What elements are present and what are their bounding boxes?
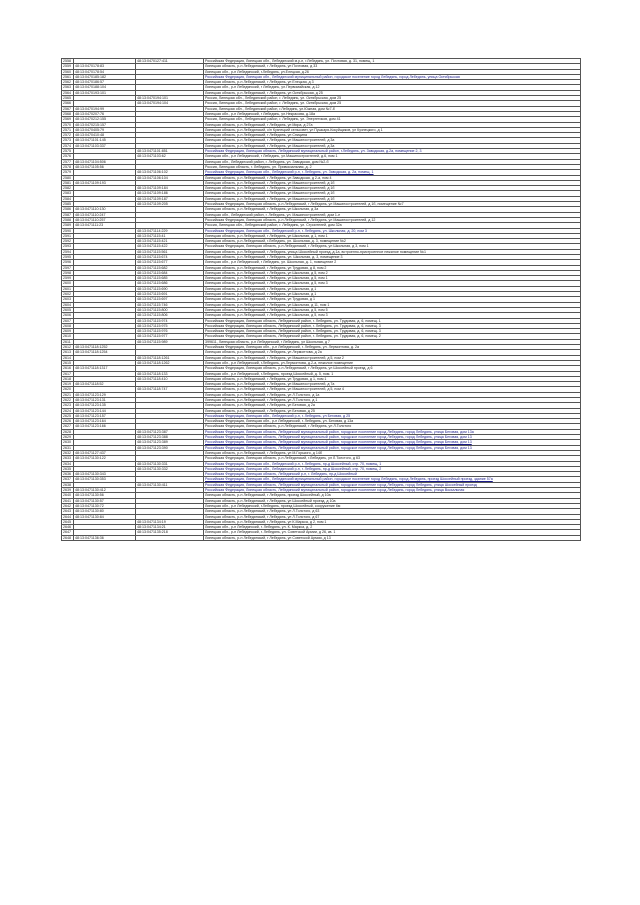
cadastral-alt-cell: 48:13:0471109:205 <box>136 202 204 207</box>
row-number-cell: 2574 <box>62 143 74 148</box>
row-number-cell: 2565 <box>62 96 74 101</box>
row-number-cell: 2644 <box>62 514 74 519</box>
row-number-cell: 2616 <box>62 366 74 371</box>
row-number-cell: 2583 <box>62 191 74 196</box>
address-cell: Российская Федерация, Липецкая область, р-н Лебедянский, г Лебедянь, ул Машиностроителей, д 12 <box>204 217 581 222</box>
address-cell: Российская Федерация, Липецкая область, Лебедянский район, г. Лебедянь, ул. Трудовая, д. 6, помещ. 3 <box>204 323 581 328</box>
address-cell: Российская Федерация, Липецкая область, Лебедянский район, г. Лебедянь, ул. Трудовая, д. 6, помещ. 3 <box>204 329 581 334</box>
address-cell: Липецкая область, р-н Лебедянский, г Лебедянь, ул Лермонтова, д 2а <box>204 350 581 355</box>
row-number-cell: 2643 <box>62 509 74 514</box>
address-cell: Липецкая область, р-н Лебедянский, г Лебедянь, ул Беговая, д 25 <box>204 408 581 413</box>
cadastral-cell: 48:13:0471118:52 <box>74 382 136 387</box>
address-cell: Российская Федерация, Липецкая обл., Лебедянский р-н, г. Лебедянь, пр-д Шоссейный, стр. 70, помещ. 1 <box>204 461 581 466</box>
cadastral-alt-cell: 48:13:0471130:332 <box>136 466 204 471</box>
row-number-cell: 2632 <box>62 450 74 455</box>
address-cell: Липецкая обл., р-н Лебедянский, г. Лебедянь, ул. Советской Армии, д 26, кв. 1 <box>204 530 581 535</box>
address-cell: Липецкая область, р-н Лебедянский, г Лебедянь, ул Елецкая, д 3 <box>204 80 581 85</box>
address-cell: Российская Федерация, Липецкая область, Лебедянский муниципальный район, городское поселение город Лебедянь, город Лебедянь, улица Беговая, дом 13 <box>204 445 581 450</box>
cadastral-alt-cell: 48:13:0471101:851 <box>136 149 204 154</box>
address-cell: Липецкая область, р-н Лебедянский, г Лебедянь, ул Школьная, д 5, пом 3 <box>204 313 581 318</box>
row-number-cell: 2629 <box>62 435 74 440</box>
cadastral-alt-cell: 48:13:0471118:1261 <box>136 355 204 360</box>
cadastral-alt-cell: 48:13:0470127:411 <box>136 59 204 64</box>
address-cell: Российская Федерация, Липецкая область, р-н Лебедянский, г Лебедянь, ул Л.Толстого <box>204 424 581 429</box>
address-cell: Российская Федерация, Липецкая область, Лебедянский муниципальный район, городское поселение город Лебедянь, город Лебедянь, улица Беговая, дом 13а <box>204 429 581 434</box>
cadastral-alt-cell: 48:13:0471115:674 <box>136 254 204 259</box>
address-cell: 399611, Липецкая область, р-н Лебедянский, г Лебедянь, ул Школьная, д 7 <box>204 339 581 344</box>
cadastral-alt-cell: 48:13:0471134:19 <box>136 519 204 524</box>
row-number-cell: 2566 <box>62 101 74 106</box>
address-cell: Российская Федерация, Липецкая обл., Лебедянский р-н, г. Лебедянь, ул. Заводская, д. 2а, помещ. 1 <box>204 170 581 175</box>
cadastral-cell: 48:13:0471110:247 <box>74 212 136 217</box>
address-cell: Российская Федерация, Липецкая обл., Лебедянский р-н, г. Лебедянь, ул Беговая, д 25 <box>204 413 581 418</box>
address-cell: Российская Федерация, Липецкая обл., Лебедянский р-н, г. Лебедянь, ул. Школьная, д. 20, пом 3 <box>204 228 581 233</box>
row-number-cell: 2568 <box>62 111 74 116</box>
row-number-cell: 2572 <box>62 133 74 138</box>
address-cell: Российская Федерация, Липецкая область, Лебедянский р-н, г. Лебедянь, пр-д Шоссейный <box>204 472 581 477</box>
row-number-cell: 2624 <box>62 408 74 413</box>
row-number-cell: 2588 <box>62 217 74 222</box>
cadastral-cell: 48:13:0470215:157 <box>74 122 136 127</box>
cadastral-cell: 48:13:0471123:131 <box>74 398 136 403</box>
address-cell: Российская Федерация, Липецкая область, р-н Лебедянский, г Лебедянь, ул Машиностроителей, д 1б, помещение №7 <box>204 202 581 207</box>
row-number-cell: 2645 <box>62 519 74 524</box>
address-cell: Липецкая обл., р-н Лебедянский, г Лебедянь, ул. Школьная, д. 1, помещение 2 <box>204 260 581 265</box>
row-number-cell: 2635 <box>62 466 74 471</box>
row-number-cell: 2571 <box>62 127 74 132</box>
address-cell: Липецкая обл., р-н Лебедянский, г.Лебедянь, проезд Шоссейный, сооружение 6м <box>204 503 581 508</box>
address-cell: Липецкая область, р-н Лебедянский, с/п Кузнецкий сельсовет, ул Пушкаря-Кокуйщиков, ул Кузнецкого, д 1 <box>204 127 581 132</box>
address-cell: Липецкая область, р-н Лебедянский, г Лебедянь, ул Школьная, д 1, пом 1 <box>204 233 581 238</box>
address-cell: Российская Федерация, Липецкая область, р-н Лебедянский, г Лебедянь, ул Школьная, д 3, пом 1 <box>204 244 581 249</box>
row-number-cell: 2590 <box>62 228 74 233</box>
row-number-cell: 2573 <box>62 138 74 143</box>
cadastral-alt-cell: 48:13:0471109:187 <box>136 196 204 201</box>
address-cell: Липецкая обл., р-н Лебедянский, г Лебедянь, ул.Некрасова, д.18а <box>204 111 581 116</box>
row-number-cell: 2578 <box>62 164 74 169</box>
row-number-cell: 2598 <box>62 270 74 275</box>
address-cell: Россия, Липецкая обл., Лебедянский район, г. Лебедянь, ул. Октябрьская, дом 25 <box>204 96 581 101</box>
address-cell: Российская Федерация, Липецкая область, р-н Лебедянский, г.Лебедянь, ул Л.Толстого, д 63 <box>204 456 581 461</box>
row-number-cell: 2606 <box>62 313 74 318</box>
address-cell: Липецкая область, р-н Лебедянский, г Лебедянь, ул Трудовая, д 1, пом 1 <box>204 376 581 381</box>
cadastral-alt-cell: 48:13:0471106:104 <box>136 175 204 180</box>
cadastral-cell: 48:13:0471111:23 <box>74 223 136 228</box>
row-number-cell: 2613 <box>62 350 74 355</box>
cadastral-alt-cell: 48:13:0471115:691 <box>136 292 204 297</box>
address-cell: Липецкая область, р-н Лебедянский, г Лебедянь, ул Машиностроителей, д 3а <box>204 143 581 148</box>
row-number-cell: 2639 <box>62 488 74 493</box>
row-number-cell: 2604 <box>62 302 74 307</box>
address-cell: Липецкая область, р-н Лебедянский, г Лебедянь, ул Школьная, д 3а <box>204 207 581 212</box>
address-cell: Липецкая область, р-н Лебедянский, г Лебедянь, улица Шоссейный проезд, д.1а, встроенно-пристроенное нежилое помещение №1 <box>204 249 581 254</box>
spreadsheet <box>61 58 580 541</box>
row-number-cell: 2560 <box>62 69 74 74</box>
cadastral-cell: 48:13:0471101:145 <box>74 138 136 143</box>
row-number-cell: 2584 <box>62 196 74 201</box>
address-cell: Российская Федерация, Липецкая область, Лебедянский муниципальный район, городское поселение город Лебедянь, город Лебедянь, улица Шоссейный проезд <box>204 482 581 487</box>
address-cell: Российская Федерация, Липецкая обл., р-н Лебедянский, г. Лебедянь, ул. Лермонтова, д. 2а <box>204 345 581 350</box>
row-number-cell: 2625 <box>62 413 74 418</box>
cadastral-cell: 48:13:0470185:182 <box>74 74 136 79</box>
address-cell: Российская Федерация, Липецкая обл., р-н Лебедянский, г. Лебедянь, ул. Беговая, д 13а <box>204 419 581 424</box>
cadastral-cell: 48:13:0471130:80 <box>74 509 136 514</box>
row-number-cell: 2589 <box>62 223 74 228</box>
address-cell: Российская Федерация, Липецкая обл., Лебедянский муниципальный район, городское поселение город Лебедянь, город Лебедянь, улица Октябрьская <box>204 74 581 79</box>
row-number-cell: 2638 <box>62 482 74 487</box>
address-cell: Липецкая область, р-н Лебедянский, г Лебедянь, ул Школьная, д 5, пом 2 <box>204 270 581 275</box>
row-number-cell: 2612 <box>62 345 74 350</box>
cadastral-cell: 48:13:0470410:48 <box>74 133 136 138</box>
row-number-cell: 2563 <box>62 85 74 90</box>
address-cell: Липецкая обл., р-н Лебедянский, г.Лебедянь, проезд Шоссейный, д. 5, пом. 1 <box>204 371 581 376</box>
row-number-cell: 2630 <box>62 440 74 445</box>
cadastral-alt-cell: 48:13:0471115:697 <box>136 297 204 302</box>
cadastral-alt-cell: 48:13:0471115:975 <box>136 323 204 328</box>
row-number-cell: 2609 <box>62 329 74 334</box>
cadastral-alt-cell: 48:13:0471109:184 <box>136 186 204 191</box>
address-cell: Россия, Липецкая область, г. Лебедянь, ул. Привокзальная, д. 2 <box>204 164 581 169</box>
row-number-cell: 2587 <box>62 212 74 217</box>
row-number-cell: 2602 <box>62 292 74 297</box>
cadastral-cell: 48:13:0471104:506 <box>74 159 136 164</box>
row-number-cell: 2593 <box>62 244 74 249</box>
address-cell: Россия, Липецкая обл., Лебедянский район, г.Лебедянь, ул.Южная, дом №7-б <box>204 106 581 111</box>
cadastral-alt-cell: 48:13:0471115:682 <box>136 265 204 270</box>
address-cell: Липецкая область, р-н Лебедянский, г Лебедянь, ул К.Маркса, д 2, пом 1 <box>204 519 581 524</box>
address-cell: Липецкая область, р-н Лебедянский, г Лебедянь, ул. Школьная, д. 3, помещение 3 <box>204 254 581 259</box>
cadastral-cell: 48:13:0471127:437 <box>74 450 136 455</box>
cadastral-alt-cell: 48:13:0471130:411 <box>136 482 204 487</box>
address-cell: Липецкая область, р-н Лебедянский, г Лебедянь, ул Спицина <box>204 133 581 138</box>
address-cell: Липецкая обл., Лебедянский район, г. Лебедянь, ул. Заводская, дом №2-б <box>204 159 581 164</box>
cadastral-alt-cell: 48:13:0471115:976 <box>136 329 204 334</box>
row-number-cell: 2631 <box>62 445 74 450</box>
row-number-cell: 2607 <box>62 318 74 323</box>
row-number-cell: 2594 <box>62 249 74 254</box>
cadastral-cell: 48:13:0470405:79 <box>74 127 136 132</box>
cadastral-alt-cell: 48:13:0471109:186 <box>136 191 204 196</box>
address-cell: Липецкая область, р-н Лебедянский, г Лебедянь, ул Беговая, д 2а <box>204 403 581 408</box>
cadastral-alt-cell: 48:13:0470194:101 <box>136 96 204 101</box>
row-number-cell: 2570 <box>62 122 74 127</box>
address-cell: Липецкая область, р-н Лебедянский, г Лебедянь, ул Машиностроителей, д 1б <box>204 191 581 196</box>
cadastral-cell: 48:13:0471110:130 <box>74 207 136 212</box>
address-cell: Липецкая область, р-н Лебедянский, г Лебедянь, проезд Шоссейный, д 10а <box>204 493 581 498</box>
address-cell: Липецкая область, р-н Лебедянский, г Лебедянь, ул М.Горького, д 14б <box>204 450 581 455</box>
cadastral-cell: 48:13:0471123:144 <box>74 408 136 413</box>
table-body <box>62 59 581 541</box>
address-cell: Липецкая область, р-н Лебедянский, г Лебедянь, ул Заводская, д 2-а, пом 4 <box>204 175 581 180</box>
table-row <box>62 535 581 540</box>
row-number-cell: 2633 <box>62 456 74 461</box>
address-cell: Липецкая область, р-н Лебедянский, г Лебедянь, ул Машиностроителей, д 3а <box>204 138 581 143</box>
cadastral-cell: 48:13:0471123:166 <box>74 424 136 429</box>
cadastral-cell: 48:13:0470207:76 <box>74 111 136 116</box>
address-cell: Липецкая обл., р-н Лебедянский, г Лебедянь, ул.Машиностроителей, д.6, пом 1 <box>204 154 581 159</box>
row-number-cell: 2627 <box>62 424 74 429</box>
cadastral-alt-cell: 48:13:0471135:218 <box>136 530 204 535</box>
address-cell: Россия, Липецкая обл., Лебедянский район, г. Лебедянь, ул. Энергетиков, дом 41 <box>204 117 581 122</box>
row-number-cell: 2634 <box>62 461 74 466</box>
address-cell: Российская Федерация, Липецкая обл., Лебедянский м.р-н, г.Лебедянь, ул. Почтовая, д. 31, помещ. 1 <box>204 59 581 64</box>
cadastral-cell: 48:13:0471118:1252 <box>74 345 136 350</box>
cadastral-alt-cell: 48:13:0471118:410 <box>136 376 204 381</box>
cadastral-cell: 48:13:0471130:84 <box>74 514 136 519</box>
row-number-cell: 2619 <box>62 382 74 387</box>
address-cell: Липецкая область, р-н Лебедянский, г.Лебедянь, ул. Школьная, д. 3, помещение №2 <box>204 239 581 244</box>
cadastral-cell: 48:13:0471130:56 <box>74 493 136 498</box>
cadastral-alt-cell: 48:13:0471115:421 <box>136 239 204 244</box>
row-number-cell: 2579 <box>62 170 74 175</box>
cadastral-alt-cell: 48:13:0471103:62 <box>136 154 204 159</box>
row-number-cell: 2601 <box>62 286 74 291</box>
address-cell: Российская Федерация, Липецкая область, Лебедянский муниципальный район, городское поселение город Лебедянь, город Лебедянь, улица Вокзальная <box>204 488 581 493</box>
data-table <box>61 58 581 541</box>
row-number-cell: 2608 <box>62 323 74 328</box>
address-cell: Россия, Липецкая обл., Лебедянский район, г. Лебедянь, ул. Октябрьская, дом 25 <box>204 101 581 106</box>
address-cell: Липецкая область, р-н Лебедянский, г Лебедянь, ул Шоссейный проезд, д 10а <box>204 498 581 503</box>
address-cell: Российская Федерация, Липецкая область, Лебедянский район, г. Лебедянь, ул. Трудовая, д. 6, помещ. 1 <box>204 318 581 323</box>
cadastral-alt-cell: 48:13:0471115:685 <box>136 276 204 281</box>
row-number-cell: 2646 <box>62 525 74 530</box>
row-number-cell: 2576 <box>62 154 74 159</box>
cadastral-cell: 48:13:0470212:155 <box>74 117 136 122</box>
cadastral-alt-cell: 48:13:0471115:989 <box>136 339 204 344</box>
row-number-cell: 2564 <box>62 90 74 95</box>
cadastral-cell: 48:13:0471123:157 <box>74 413 136 418</box>
address-cell: Российская Федерация, Липецкая область, Лебедянский муниципальный район, г.Лебедянь, ул. Заводская, д.2а, помещение 2, 3 <box>204 149 581 154</box>
address-cell: Липецкая область, р-н Лебедянский, г Лебедянь, ул Мира, д 27а <box>204 122 581 127</box>
row-number-cell: 2581 <box>62 180 74 185</box>
row-number-cell: 2615 <box>62 360 74 365</box>
row-number-cell: 2577 <box>62 159 74 164</box>
row-number-cell: 2647 <box>62 530 74 535</box>
cadastral-cell: 48:13:0471103:337 <box>74 143 136 148</box>
cadastral-alt-cell: 48:13:0471118:133 <box>136 371 204 376</box>
row-number-cell: 2562 <box>62 80 74 85</box>
cadastral-cell: 48:13:0470193:101 <box>74 90 136 95</box>
row-number-cell: 2628 <box>62 429 74 434</box>
cadastral-cell: 48:13:0471123:164 <box>74 419 136 424</box>
address-cell: Липецкая область, р-н Лебедянский, г Лебедянь, ул Л.Толстого, д 67 <box>204 514 581 519</box>
cadastral-cell: 48:13:0471130:72 <box>74 503 136 508</box>
cadastral-cell: 48:13:0471123:135 <box>74 403 136 408</box>
cadastral-cell: 48:13:0470186:57 <box>74 80 136 85</box>
address-cell: Липецкая область, р-н Лебедянский, г Лебедянь, ул Школьная, д 11, пом 1 <box>204 302 581 307</box>
cadastral-cell: 48:13:0471123:129 <box>74 392 136 397</box>
row-number-cell: 2561 <box>62 74 74 79</box>
address-cell: Липецкая область, р-н Лебедянский, г Лебедянь, ул Машиностроителей, д 1б <box>204 180 581 185</box>
row-number-cell: 2567 <box>62 106 74 111</box>
row-number-cell: 2559 <box>62 64 74 69</box>
row-number-cell: 2617 <box>62 371 74 376</box>
address-cell: Липецкая область, р-н Лебедянский, г Лебедянь, ул Л.Толстого, д 1а <box>204 392 581 397</box>
cadastral-cell: 48:13:0471130:57 <box>74 498 136 503</box>
row-number-cell: 2595 <box>62 254 74 259</box>
address-cell: Липецкая обл., р-н Лебедянский, г.Лебедянь, ул.Лермонтова, д.2-а, нежилое помещение <box>204 360 581 365</box>
address-cell: Липецкая обл., р-н Лебедянский, г.Лебедянь, ул.Елецкая, д.26 <box>204 69 581 74</box>
cadastral-alt-cell: 48:13:0471115:422 <box>136 244 204 249</box>
address-cell: Липецкая область, р-н Лебедянский, г Лебедянь, ул Трудовая, д 1 <box>204 297 581 302</box>
row-number-cell: 2592 <box>62 239 74 244</box>
row-number-cell: 2582 <box>62 186 74 191</box>
address-cell: Липецкая область, р-н Лебедянский, г Лебедянь, ул Машиностроителей, д 5, пом 2 <box>204 355 581 360</box>
row-number-cell: 2614 <box>62 355 74 360</box>
row-number-cell: 2636 <box>62 472 74 477</box>
row-number-cell: 2603 <box>62 297 74 302</box>
address-cell: Липецкая область, р-н Лебедянский, г Лебедянь, ул Школьная, д 1 <box>204 292 581 297</box>
cadastral-alt-cell: 48:13:0471115:974 <box>136 318 204 323</box>
cadastral-alt-cell: 48:13:0471106:102 <box>136 170 204 175</box>
address-cell: Липецкая область, р-н Лебедянский, г Лебедянь, ул Трудовая, д 8, пом 2 <box>204 265 581 270</box>
row-number-cell: 2648 <box>62 535 74 540</box>
cadastral-alt-cell: 48:13:0471115:806 <box>136 313 204 318</box>
cadastral-alt-cell <box>136 535 204 540</box>
row-number-cell: 2599 <box>62 276 74 281</box>
row-number-cell: 2575 <box>62 149 74 154</box>
cadastral-alt-cell: 48:13:0471115:677 <box>136 260 204 265</box>
cadastral-alt-cell: 48:13:0471115:800 <box>136 307 204 312</box>
cadastral-cell: 48:13:0471130:412 <box>74 488 136 493</box>
address-cell: Липецкая обл., Лебедянский район, г. Лебедянь, ул. Машиностроителей, дом 1-е <box>204 212 581 217</box>
cadastral-alt-cell: 48:13:0471118:747 <box>136 387 204 392</box>
address-cell: Липецкая область, р-н Лебедянский, г Лебедянь, ул Машиностроителей, д 7а <box>204 382 581 387</box>
row-number-cell: 2642 <box>62 503 74 508</box>
cadastral-cell: 48:13:0470194:99 <box>74 106 136 111</box>
cadastral-alt-cell: 48:13:0471123:387 <box>136 429 204 434</box>
cadastral-alt-cell: 48:13:0471134:21 <box>136 525 204 530</box>
address-cell: Россия, Липецкая обл., Лебедянский район, г. Лебедянь, ул. Строителей, дом 32а <box>204 223 581 228</box>
address-cell: Липецкая область, р-н Лебедянский, г Лебедянь, ул Машиностроителей, д 1б <box>204 196 581 201</box>
address-cell: Липецкая область, р-н Лебедянский, г Лебедянь, ул Школьная, д 5, пом 3 <box>204 281 581 286</box>
address-cell: Российская Федерация, Липецкая область, Лебедянский район, г. Лебедянь, ул. Трудовая, д. 6, помещ. 2 <box>204 334 581 339</box>
row-number-cell: 2623 <box>62 403 74 408</box>
cadastral-cell: 48:13:0471130:343 <box>74 472 136 477</box>
row-number-cell: 2610 <box>62 334 74 339</box>
cadastral-cell: 48:13:0471130:353 <box>74 477 136 482</box>
cadastral-cell: 48:13:0470188:104 <box>74 85 136 90</box>
row-number-cell: 2569 <box>62 117 74 122</box>
cadastral-alt-cell: 48:13:0471115:41 <box>136 233 204 238</box>
cadastral-cell: 48:13:0471136:36 <box>74 535 136 540</box>
cadastral-alt-cell: 48:13:0471130:331 <box>136 461 204 466</box>
address-cell: Липецкая область, р-н Лебедянский, г Лебедянь, ул Л.Толстого, д 1 <box>204 398 581 403</box>
address-cell: Липецкая обл., р-н Лебедянский, г. Лебедянь, ул. К. Маркса, д. 2 <box>204 525 581 530</box>
address-cell: Липецкая область, р-н Лебедянский, г Лебедянь, ул Л.Толстого, д 63 <box>204 509 581 514</box>
cadastral-cell: 48:13:0471110:257 <box>74 217 136 222</box>
row-number-cell: 2626 <box>62 419 74 424</box>
address-cell: Российская Федерация, Липецкая область, р-н Лебедянский, г Лебедянь, ул Шоссейный проезд, д 6 <box>204 366 581 371</box>
row-number-cell: 2622 <box>62 398 74 403</box>
cadastral-alt-cell: 48:13:0471115:690 <box>136 286 204 291</box>
row-number-cell: 2558 <box>62 59 74 64</box>
address-cell: Липецкая область, р-н Лебедянский, г Лебедянь, ул Машиностроителей, д 1б <box>204 186 581 191</box>
cadastral-cell: 48:13:0471118:1317 <box>74 366 136 371</box>
cadastral-alt-cell: 48:13:0471115:746 <box>136 302 204 307</box>
address-cell: Липецкая область, р-н Лебедянский, г Лебедянь, ул Школьная, д 5, пом 5 <box>204 307 581 312</box>
row-number-cell: 2591 <box>62 233 74 238</box>
row-number-cell: 2640 <box>62 493 74 498</box>
cadastral-cell: 48:13:0471118:1254 <box>74 350 136 355</box>
row-number-cell: 2586 <box>62 207 74 212</box>
row-number-cell: 2580 <box>62 175 74 180</box>
address-cell: Липецкая обл., р-н Лебедянский, г Лебедянь, ул.Первомайская, д.12 <box>204 85 581 90</box>
row-number-cell: 2605 <box>62 307 74 312</box>
address-cell: Российская Федерация, Липецкая область, Лебедянский муниципальный район, городское поселение город Лебедянь, город Лебедянь, улица Беговая, дом 13 <box>204 440 581 445</box>
cadastral-alt-cell: 48:13:0470194:104 <box>136 101 204 106</box>
cadastral-alt-cell: 48:13:0471115:561 <box>136 249 204 254</box>
row-number-cell: 2637 <box>62 477 74 482</box>
cadastral-alt-cell: 48:13:0471118:1262 <box>136 360 204 365</box>
address-cell: Липецкая область, р-н Лебедянский, г Лебедянь, ул Почтовая, д 33 <box>204 64 581 69</box>
row-number-cell: 2618 <box>62 376 74 381</box>
address-cell: Липецкая область, р-н Лебедянский, г Лебедянь, ул Октябрьская, д 25 <box>204 90 581 95</box>
row-number-cell: 2600 <box>62 281 74 286</box>
address-cell: Липецкая область, р-н Лебедянский, г Лебедянь, ул Машиностроителей, д 5, пом 4 <box>204 387 581 392</box>
address-cell: Российская Федерация, Липецкая обл., Лебедянский р-н, г. Лебедянь, пр-д Шоссейный, стр. 70, помещ. 2 <box>204 466 581 471</box>
cadastral-alt-cell: 48:13:0471123:390 <box>136 445 204 450</box>
cadastral-cell: 48:13:0470178:54 <box>74 69 136 74</box>
row-number-cell: 2585 <box>62 202 74 207</box>
row-number-cell: 2597 <box>62 265 74 270</box>
address-cell: Липецкая область, р-н Лебедянский, г Лебедянь, ул Школьная, д 5, пом 1 <box>204 276 581 281</box>
cadastral-alt-cell: 48:13:0471115:686 <box>136 281 204 286</box>
row-number-cell: 2611 <box>62 339 74 344</box>
cadastral-alt-cell: 48:13:0471115:684 <box>136 270 204 275</box>
row-number-cell: 2596 <box>62 260 74 265</box>
row-number-cell: 2620 <box>62 387 74 392</box>
cadastral-cell: 48:13:0470178:83 <box>74 64 136 69</box>
row-number-cell: 2621 <box>62 392 74 397</box>
address-cell: Российская Федерация, Липецкая обл., Лебедянский муниципальный район, городское поселение город Лебедянь, город Лебедянь, проезд Шоссейный проезд, здание 57а <box>204 477 581 482</box>
cadastral-alt-cell: 48:13:0471114:229 <box>136 228 204 233</box>
cadastral-alt-cell: 48:13:0471115:977 <box>136 334 204 339</box>
cadastral-alt-cell: 48:13:0471123:389 <box>136 440 204 445</box>
row-number-cell: 2641 <box>62 498 74 503</box>
address-cell: Липецкая область, р-н Лебедянский, г Лебедянь, ул Школьная, д 1 <box>204 286 581 291</box>
cadastral-cell: 48:13:0471130:122 <box>74 456 136 461</box>
cadastral-cell: 48:13:0471105:56 <box>74 164 136 169</box>
cadastral-alt-cell: 48:13:0471123:388 <box>136 435 204 440</box>
address-cell: Российская Федерация, Липецкая область, Лебедянский муниципальный район, городское поселение город Лебедянь, город Лебедянь, улица Беговая, дом 13 <box>204 435 581 440</box>
address-cell: Липецкая область, р-н Лебедянский, г Лебедянь, ул Советской Армии, д 13 <box>204 535 581 540</box>
cadastral-cell: 48:13:0471109:193 <box>74 180 136 185</box>
